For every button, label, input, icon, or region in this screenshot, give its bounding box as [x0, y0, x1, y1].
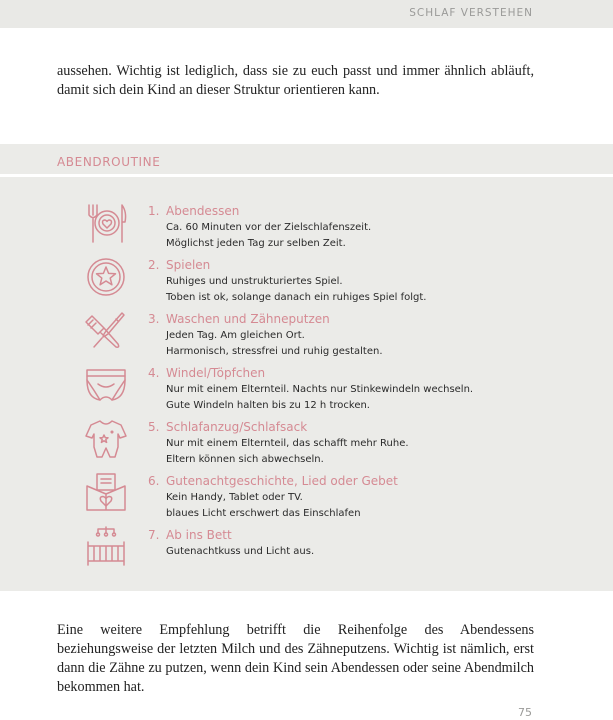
- routine-step-title: 7. Ab ins Bett: [148, 528, 232, 542]
- routine-step-description: Jeden Tag. Am gleichen Ort. Harmonisch, stressfrei und ruhig gestalten.: [166, 330, 383, 357]
- routine-step-3: [0, 310, 613, 364]
- intro-paragraph: aussehen. Wichtig ist lediglich, dass sie zu euch passt und immer ähnlich abläuft, damit sich dein Kind an dieser Struktur orientieren kann.: [57, 63, 534, 98]
- crib-mobile-icon: [84, 526, 128, 568]
- routine-step-title: 4. Windel/Töpfchen: [148, 366, 266, 380]
- routine-step-description: Nur mit einem Elternteil, das schafft mehr Ruhe. Eltern können sich abwechseln.: [166, 438, 409, 465]
- routine-step-description: Nur mit einem Elternteil. Nachts nur Stinkewindeln wechseln. Gute Windeln halten bis zu 12 h trocken.: [166, 384, 474, 411]
- routine-step-description: Ruhiges und unstrukturiertes Spiel. Toben ist ok, solange danach ein ruhiges Spiel folgt.: [166, 276, 427, 303]
- routine-step-7: [0, 526, 613, 580]
- routine-step-title: 1. Abendessen: [148, 204, 240, 218]
- abendroutine-box: [0, 144, 613, 591]
- routine-step-description: Kein Handy, Tablet oder TV. blaues Licht erschwert das Einschlafen: [166, 492, 361, 519]
- routine-step-title: 3. Waschen und Zähneputzen: [148, 312, 330, 326]
- baby-onesie-icon: [84, 418, 128, 460]
- routine-step-6: [0, 472, 613, 526]
- running-header: [0, 0, 613, 28]
- routine-step-description: Gutenachtkuss und Licht aus.: [166, 546, 315, 557]
- routine-step-4: [0, 364, 613, 418]
- routine-step-description: Ca. 60 Minuten vor der Zielschlafenszeit. Möglichst jeden Tag zur selben Zeit.: [166, 222, 372, 249]
- routine-step-title: 6. Gutenachtgeschichte, Lied oder Gebet: [148, 474, 398, 488]
- routine-step-title: 5. Schlafanzug/Schlafsack: [148, 420, 308, 434]
- toothbrush-toothpaste-icon: [84, 310, 128, 352]
- routine-step-title: 2. Spielen: [148, 258, 211, 272]
- routine-step-2: [0, 256, 613, 310]
- routine-step-5: [0, 418, 613, 472]
- open-book-heart-icon: [84, 472, 128, 514]
- toy-ball-star-icon: [84, 256, 128, 298]
- outro-paragraph: Eine weitere Empfehlung betrifft die Reihenfolge des Abendessens beziehungsweise der letzten Milch und des Zähneputzens. Wichtig ist nämlich, erst dann die Zähne zu putzen, wenn dein Kind sein Abendessen oder seine Abendmilch bekommen hat.: [57, 622, 534, 695]
- page-number: 75: [518, 706, 532, 719]
- box-divider: [0, 174, 613, 177]
- abendroutine-title: ABENDROUTINE: [57, 155, 161, 169]
- running-header-title: SCHLAF VERSTEHEN: [409, 7, 533, 19]
- plate-cutlery-heart-icon: [84, 202, 128, 244]
- diaper-icon: [84, 364, 128, 406]
- routine-step-1: [0, 202, 613, 256]
